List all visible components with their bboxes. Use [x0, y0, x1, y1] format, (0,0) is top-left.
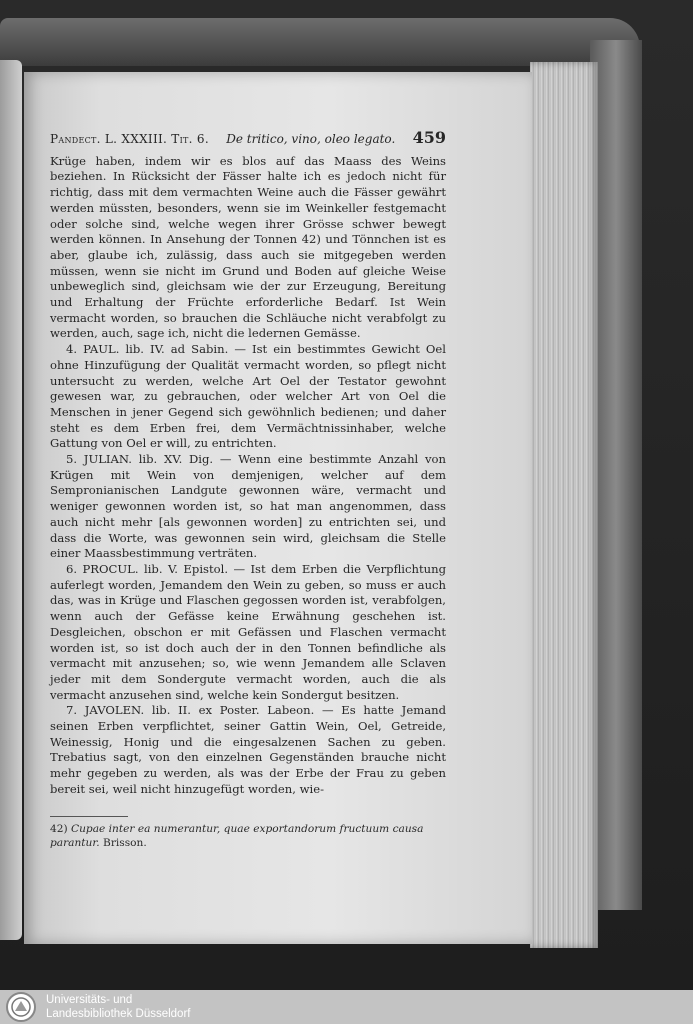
footnote-rule — [50, 816, 128, 817]
footnote-marker: 42) — [50, 823, 68, 835]
footnote-author: Brisson. — [103, 837, 147, 849]
library-logo-icon — [6, 992, 36, 1022]
paragraph-julian: 5. JULIAN. lib. XV. Dig. — Wenn eine bestimmte Anzahl von Krügen mit Wein von demjenigen, welcher auf dem Sempronianischen Landgute gewonnen wäre, vermacht und weniger gewonnen worden ist, so hat man angenommen, dass auch nicht mehr [als gewonnen worden] zu entrichten sei, und dass die Worte, was gewonnen sein wird, gleichsam die Stelle einer Maassbestimmung verträten. — [50, 452, 446, 561]
section-reference: Pandect. L. XXXIII. Tit. 6. — [50, 132, 209, 146]
page-number: 459 — [412, 128, 446, 147]
library-footer — [0, 990, 693, 1024]
footnote-text: Cupae inter ea numerantur, quae exportandorum fructuum causa parantur. — [50, 823, 424, 849]
paragraph-paul: 4. PAUL. lib. IV. ad Sabin. — Ist ein bestimmtes Gewicht Oel ohne Hinzufügung der Qualität vermacht worden, so pflegt nicht untersucht zu werden, welche Art Oel der Testator gewohnt gewesen war, zu gebrauchen, oder welcher Art von Oel die Menschen in jener Gegend sich gewöhnlich bedienen; und daher steht es dem Erben frei, dem Vermächtnissinhaber, welche Gattung von Oel er will, zu entrichten. — [50, 342, 446, 451]
page-text — [50, 130, 446, 798]
section-title: De tritico, vino, oleo legato. — [226, 132, 396, 146]
paragraph-javolen: 7. JAVOLEN. lib. II. ex Poster. Labeon. — Es hatte Jemand seinen Erben verpflichtet, seiner Gattin Wein, Oel, Getreide, Weinessig, Honig und die eingesalzenen Sachen zu geben. Trebatius sagt, von den einzelnen Gegenständen brauche nicht mehr gegeben zu werden, als was der Erbe der Frau zu geben bereit sei, weil nicht hinzugefügt worden, wie- — [50, 703, 446, 796]
library-name-line1: Universitäts- und — [46, 994, 133, 1006]
book-binding-top — [0, 18, 640, 66]
page-edges — [530, 62, 598, 948]
library-name-line2: Landesbibliothek Düsseldorf — [46, 1008, 191, 1020]
library-name — [46, 993, 190, 1021]
facing-page-edge — [0, 60, 22, 940]
paragraph-continuation: Krüge haben, indem wir es blos auf das Maass des Weins beziehen. In Rücksicht der Fässer halte ich es jedoch nicht für richtig, dass mit dem vermachten Weine auch die Fässer gewährt werden müssten, besonders, wenn sie im Weinkeller festgemacht oder solche sind, welche wegen ihrer Grösse schwer bewegt werden können. In Ansehung der Tonnen 42) und Tönnchen ist es aber, glaube ich, zulässig, dass auch sie mitgegeben werden müssen, wenn sie nicht im Grund und Boden auf gleiche Weise unbeweglich sind, gleichsam wie der zur Erzeugung, Bereitung und Erhaltung der Früchte erforderliche Bedarf. Ist Wein vermacht worden, so brauchen die Schläuche nicht verabfolgt zu werden, auch, sage ich, nicht die ledernen Gemässe. — [50, 153, 446, 341]
paragraph-procul: 6. PROCUL. lib. V. Epistol. — Ist dem Erben die Verpflichtung auferlegt worden, Jemandem den Wein zu geben, so muss er auch das, was in Krüge und Flaschen gegossen worden ist, verabfolgen, wenn auch der Gefässe keine Erwähnung geschehen ist. Desgleichen, obschon er mit Gefässen und Flaschen vermacht worden ist, so ist doch auch der in den Tonnen befindliche als vermacht mit anzusehen; so, wie wenn Jemandem alle Sclaven jeder mit dem Sondergute vermacht worden, auch die als vermacht anzusehen sind, welche kein Sondergut besitzen. — [50, 561, 446, 702]
running-header — [50, 130, 446, 148]
footnote — [50, 822, 446, 850]
